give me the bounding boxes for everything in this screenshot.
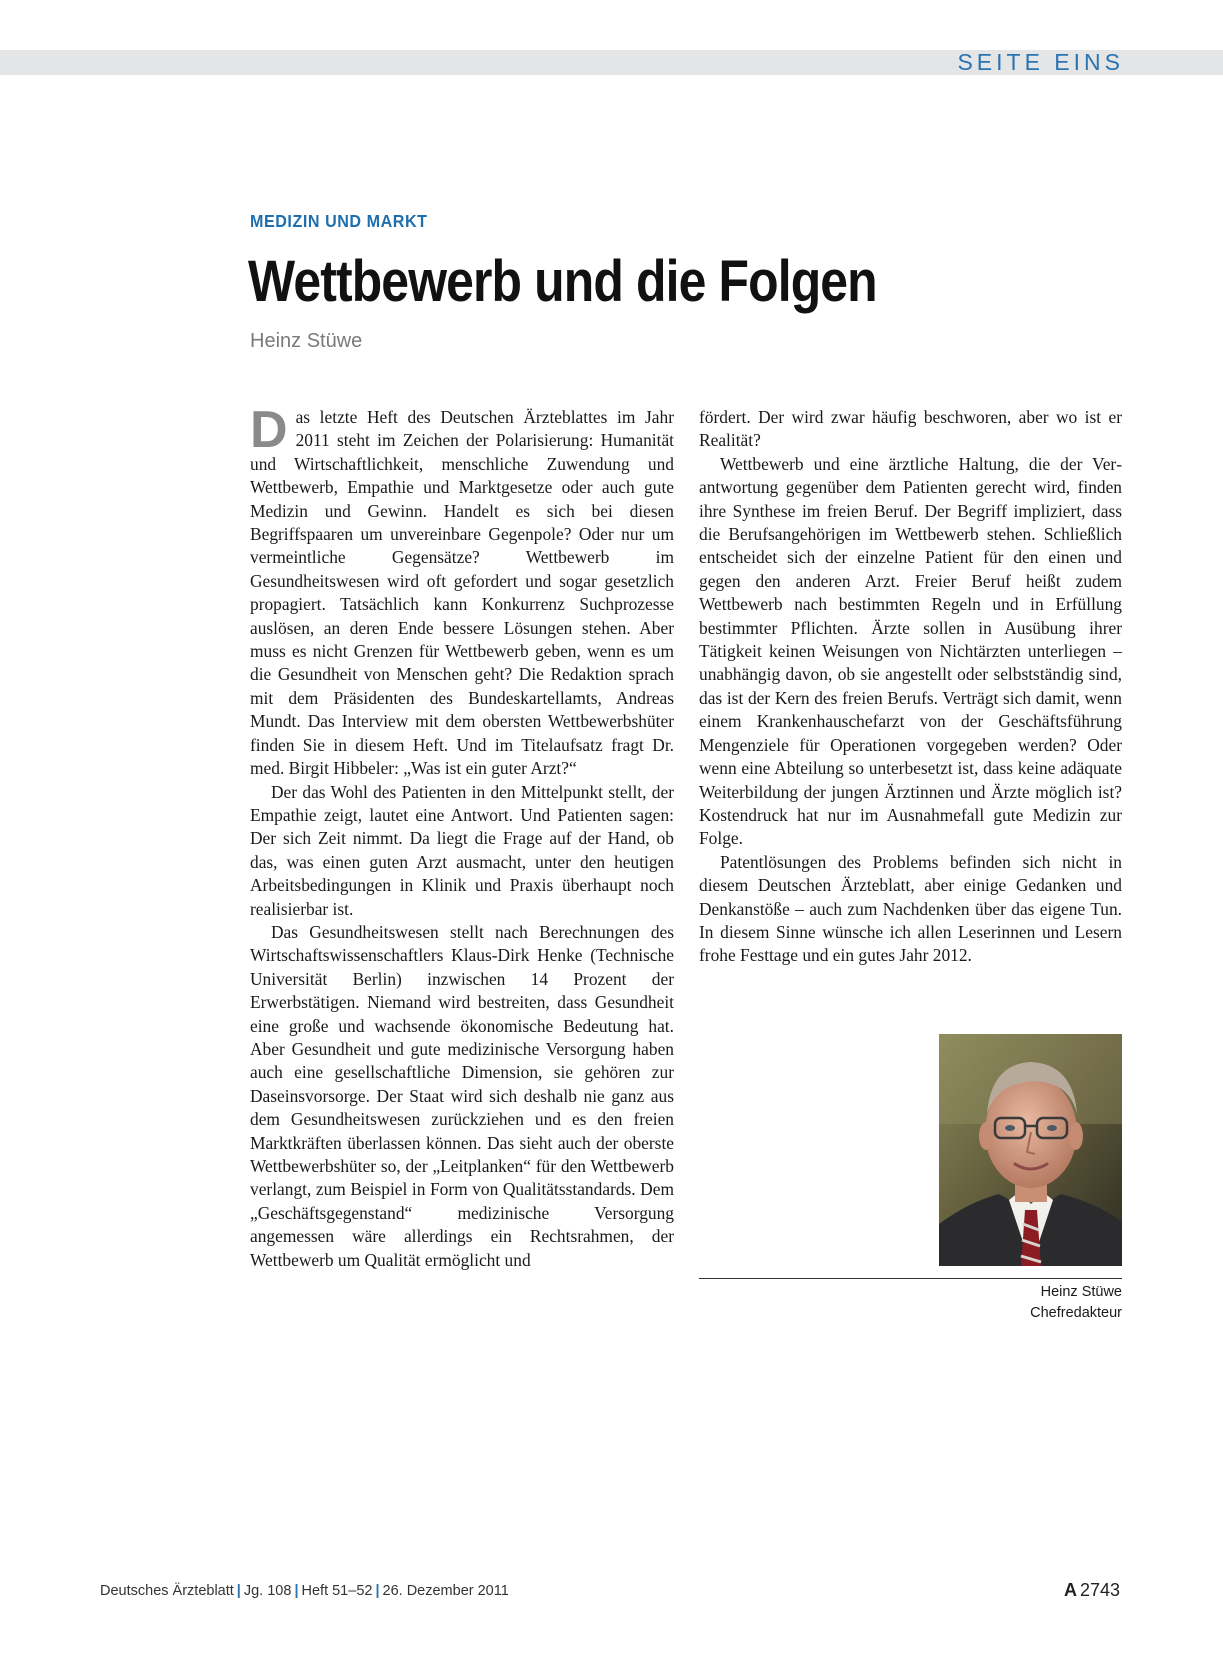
footer-publication: Deutsches Ärzteblatt [100,1583,234,1599]
paragraph: fördert. Der wird zwar häufig beschworen, aber wo ist er Realität? [699,407,1122,451]
paragraph: Patentlösungen des Problems befinden sich nicht in diesem Deutschen Ärzteblatt, aber einige Gedanken und Denkanstöße – auch zum Nachdenken über das eigene Tun. In diesem Sinne wünsche ich allen Leserinnen und Lesern frohe Festtage und ein gutes Jahr 2012. [699,851,1122,966]
footer-separator: | [294,1583,299,1599]
article-column-right [699,406,1122,968]
page-number-value: 2743 [1079,1580,1120,1600]
portrait-illustration [939,1034,1122,1266]
kicker: MEDIZIN UND MARKT [250,211,428,231]
footer-volume: Jg. 108 [243,1583,292,1599]
page-prefix: A [1063,1580,1077,1600]
paragraph-text: as letzte Heft des Deutschen Ärzteblattes im Jahr 2011 steht im Zeichen der Polarisierung: Humanität und Wirtschaftlichkeit, menschliche Zuwendung und Wettbewerb, Empathie und Marktgesetze oder auch gute Medizin und Gewinn. Handelt es sich bei diesen Begriffspaaren um unvereinbare Gegenpole? Oder nur um vermeintliche Gegensätze? Wettbewerb im Gesundheitswesen wird oft gefordert und sogar gesetzlich propagiert. Tatsächlich kann Konkurrenz Suchprozesse auslösen, an deren Ende bessere Lösungen stehen. Aber muss es nicht Grenzen für Wettbewerb geben, wenn es um die Gesundheit von Menschen geht? Die Redaktion sprach mit dem Präsidenten des Bundeskartellamts, Andreas Mundt. Das Interview mit dem obersten Wettbewerbshüter finden Sie in diesem Heft. Und im Titelaufsatz fragt Dr. med. Birgit Hibbeler: „Was ist ein guter Arzt?“ [250,407,674,779]
section-label: SEITE EINS [957,49,1124,75]
author-byline: Heinz Stüwe [250,330,363,352]
caption-name: Heinz Stüwe [1040,1284,1122,1300]
drop-cap: D [250,401,288,459]
footer [100,1583,509,1599]
paragraph [250,401,674,781]
footer-separator: | [236,1583,241,1599]
footer-separator: | [375,1583,380,1599]
photo-caption [1030,1282,1122,1324]
page-number [1064,1580,1120,1601]
page-title: Wettbewerb und die Folgen [248,249,877,314]
paragraph: Das Gesundheitswesen stellt nach Berechnungen des Wirtschaftswissenschaftlers Klaus-Dirk Henke (Technische Universität Berlin) inzwischen 14 Prozent der Erwerbstätigen. Niemand wird bestreiten, dass Gesundheit eine große und wachsende ökonomische Bedeutung hat. Aber Gesundheit und gute medizinische Versorgung haben auch eine gesellschaftliche Dimension, sie gehören zur Daseinsvorsorge. Der Staat wird sich deshalb nie ganz aus dem Gesundheitswesen zurückziehen und es den freien Marktkräften überlassen können. Das sieht auch der oberste Wettbewerbshüter so, der „Leitplanken“ für den Wettbewerb verlangt, zum Beispiel in Form von Qualitätsstandards. Dem „Geschäftsgegenstand“ medizinische Versorgung angemessen wäre allerdings ein Rechtsrahmen, der Wettbewerb um Qualität ermöglicht und [250,921,674,1270]
footer-date: 26. Dezember 2011 [382,1583,509,1599]
caption-role: Chefredakteur [1030,1305,1122,1321]
caption-divider [699,1278,1122,1279]
footer-issue: Heft 51–52 [301,1583,373,1599]
article-column-left [250,401,674,1272]
paragraph: Wettbewerb und eine ärztliche Haltung, die der Verantwortung gegenüber dem Patienten gerecht wird, finden ihre Synthese im freien Beruf. Der Begriff impliziert, dass die Berufsangehörigen im Wettbewerb stehen. Schließlich entscheidet sich der einzelne Patient für den einen und gegen den anderen Arzt. Freier Beruf heißt zudem Wettbewerb nach bestimmten Regeln und in Erfüllung bestimmter Pflichten. Ärzte sollen in Ausübung ihrer Tätigkeit keinen Weisungen von Nichtärzten unterliegen – unabhängig davon, ob sie angestellt oder selbstständig sind, das ist der Kern des freien Berufs. Verträgt sich damit, wenn einem Krankenhauschefarzt von der Geschäftsführung Mengenziele für Operationen vorgegeben werden? Oder wenn eine Abteilung so unterbesetzt ist, dass keine adäquate Weiterbildung der jungen Ärztinnen und Ärzte möglich ist? Kostendruck hat nur im Ausnahmefall gute Medizin zur Folge. [699,453,1122,849]
author-portrait [939,1034,1122,1266]
paragraph: Der das Wohl des Patienten in den Mittelpunkt stellt, der Empathie zeigt, lautet eine Antwort. Und Patienten sagen: Der sich Zeit nimmt. Da liegt die Frage auf der Hand, ob das, was einen guten Arzt ausmacht, unter den heutigen Arbeitsbedingungen in Klinik und Praxis überhaupt noch realisierbar ist. [250,781,674,919]
